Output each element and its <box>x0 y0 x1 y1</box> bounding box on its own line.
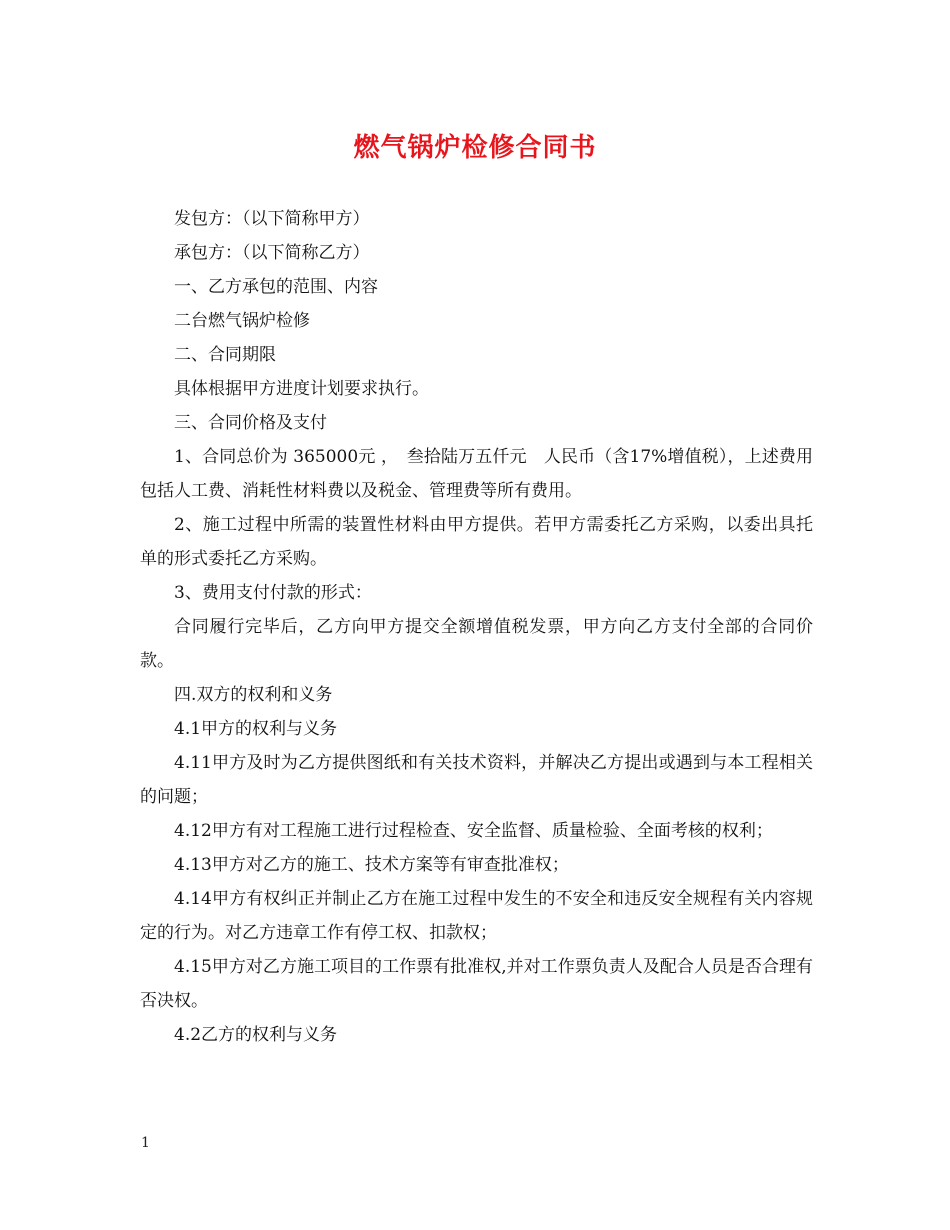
paragraph-contractor-issuer: 发包方：（以下简称甲方） <box>174 209 370 229</box>
paragraph-4-15: 4.15甲方对乙方施工项目的工作票有批准权,并对工作票负责人及配合人员是否合理有否决权。 <box>140 957 813 1011</box>
document-body <box>140 202 813 1052</box>
section-heading-term: 二、合同期限 <box>174 345 276 365</box>
document-title: 燃气锅炉检修合同书 <box>353 133 597 163</box>
paragraph-contractor-receiver: 承包方：（以下简称乙方） <box>174 243 370 263</box>
paragraph-payment-detail: 合同履行完毕后，乙方向甲方提交全额增值税发票，甲方向乙方支付全部的合同价款。 <box>140 617 813 671</box>
paragraph-payment-form: 3、费用支付付款的形式： <box>174 583 372 603</box>
paragraph-materials: 2、施工过程中所需的装置性材料由甲方提供。若甲方需委托乙方采购，以委出具托单的形式委托乙方采购。 <box>140 515 813 569</box>
paragraph-4-12: 4.12甲方有对工程施工进行过程检查、安全监督、质量检验、全面考核的权利； <box>174 821 773 841</box>
paragraph-4-11: 4.11甲方及时为乙方提供图纸和有关技术资料，并解决乙方提出或遇到与本工程相关的问题； <box>140 753 813 807</box>
subheading-party-b-rights: 4.2乙方的权利与义务 <box>174 1025 338 1045</box>
paragraph-4-14: 4.14甲方有权纠正并制止乙方在施工过程中发生的不安全和违反安全规程有关内容规定的行为。对乙方违章工作有停工权、扣款权； <box>140 889 813 943</box>
page-number: 1 <box>141 1135 150 1151</box>
section-heading-rights: 四.双方的权利和义务 <box>174 685 333 705</box>
paragraph-term-content: 具体根据甲方进度计划要求执行。 <box>174 379 429 399</box>
subheading-party-a-rights: 4.1甲方的权利与义务 <box>174 719 338 739</box>
paragraph-price-total: 1、合同总价为 365000元 ， 叁拾陆万五仟元 人民币（含17%增值税），上述费用包括人工费、消耗性材料费以及税金、管理费等所有费用。 <box>140 447 813 501</box>
paragraph-scope-content: 二台燃气锅炉检修 <box>174 311 310 331</box>
section-heading-price: 三、合同价格及支付 <box>174 413 327 433</box>
section-heading-scope: 一、乙方承包的范围、内容 <box>174 277 378 297</box>
paragraph-4-13: 4.13甲方对乙方的施工、技术方案等有审查批准权； <box>174 855 569 875</box>
